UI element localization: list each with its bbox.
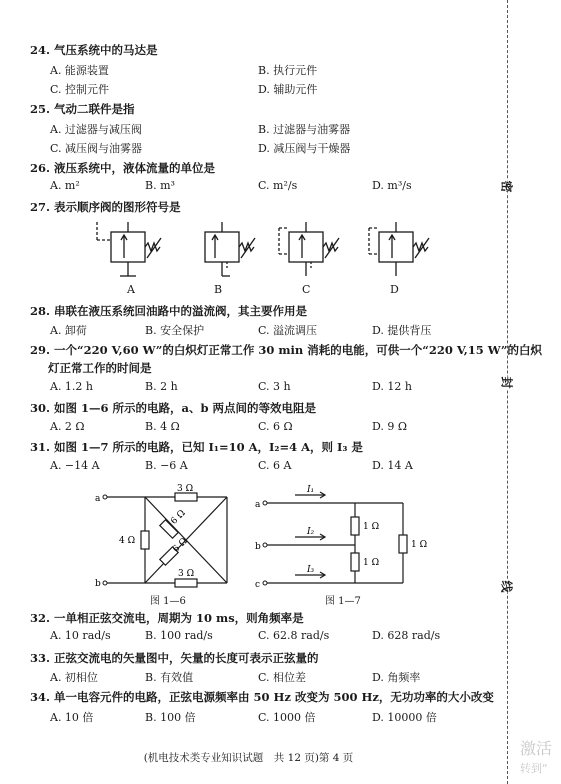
valve-symbol-d (369, 222, 429, 276)
option: B. 安全保护 (145, 324, 205, 337)
question-29-continued: 灯正常工作的时间是 (48, 361, 152, 375)
option: A. 10 rad/s (50, 629, 111, 642)
node-c: c (255, 580, 261, 590)
option: C. 溢流调压 (258, 324, 318, 337)
option: C. 控制元件 (50, 83, 110, 96)
option-label-b: B (214, 283, 223, 296)
option: C. 6 Ω (258, 420, 293, 433)
margin-char-feng: 封 (497, 376, 518, 388)
option: B. 有效值 (145, 671, 194, 684)
option: B. m³ (145, 179, 175, 192)
node-a: a (255, 500, 261, 510)
figure-1-7-caption: 图 1—7 (325, 596, 361, 607)
option: A. 卸荷 (50, 324, 87, 337)
option-label-d: D (390, 283, 399, 296)
watermark-line2: 转到“ (520, 762, 548, 775)
option: B. 100 rad/s (145, 629, 213, 642)
option: C. 62.8 rad/s (258, 629, 330, 642)
node-a: a (95, 494, 101, 504)
r2-label: 1 Ω (363, 558, 380, 568)
question-27: 27. 表示顺序阀的图形符号是 (30, 200, 181, 214)
page-footer: (机电技术类专业知识试题 共 12 页)第 4 页 (143, 752, 354, 764)
option: B. 过滤器与油雾器 (258, 123, 351, 136)
r-top-label: 3 Ω (177, 484, 194, 494)
question-32: 32. 一单相正弦交流电，周期为 10 ms，则角频率是 (30, 611, 304, 625)
r-left-label: 4 Ω (119, 536, 136, 546)
valve-symbol-b (205, 222, 255, 276)
option-label-c: C (302, 283, 311, 296)
question-25: 25. 气动二联件是指 (30, 102, 135, 116)
r-bottom-label: 3 Ω (178, 569, 195, 579)
binding-margin (497, 0, 561, 784)
current-i1-label: I₁ (307, 485, 315, 495)
current-i2-label: I₂ (307, 527, 315, 537)
option: C. m²/s (258, 179, 298, 192)
r1-label: 1 Ω (363, 522, 380, 532)
option: D. m³/s (372, 179, 412, 192)
option: D. 辅助元件 (258, 83, 318, 96)
node-b: b (255, 542, 261, 552)
valve-symbols-figure (95, 218, 435, 296)
r-diag1-label: 6 Ω (169, 508, 188, 527)
seal-line (507, 0, 508, 784)
node-b: b (95, 579, 101, 589)
option: A. 能源装置 (50, 64, 109, 77)
question-30: 30. 如图 1—6 所示的电路，a、b 两点间的等效电阻是 (30, 401, 317, 415)
question-26: 26. 液压系统中，液体流量的单位是 (30, 161, 216, 175)
margin-char-xian: 线 (497, 580, 518, 592)
option: A. 10 倍 (50, 711, 94, 724)
option: A. 过滤器与减压阀 (50, 123, 142, 136)
margin-char-mi: 密 (497, 180, 518, 192)
question-33: 33. 正弦交流电的矢量图中，矢量的长度可表示正弦量的 (30, 651, 319, 665)
question-34: 34. 单一电容元件的电路，正弦电源频率由 50 Hz 改变为 500 Hz，无功功率的大小改变 (30, 690, 494, 704)
current-i3-label: I₃ (307, 565, 315, 575)
r3-label: 1 Ω (411, 540, 428, 550)
option: B. 4 Ω (145, 420, 180, 433)
option: A. m² (50, 179, 80, 192)
option: D. 减压阀与干燥器 (258, 142, 351, 155)
figure-1-7-circuit (255, 483, 428, 590)
option: D. 提供背压 (372, 324, 432, 337)
option: C. 1000 倍 (258, 711, 316, 724)
figure-1-6-circuit (95, 483, 255, 589)
r-diag2-label: 6 Ω (171, 536, 190, 555)
option: C. 3 h (258, 380, 291, 393)
option: A. 初相位 (50, 671, 98, 684)
option: C. 减压阀与油雾器 (50, 142, 143, 155)
option: C. 6 A (258, 459, 292, 472)
option: A. −14 A (50, 459, 100, 472)
question-28: 28. 串联在液压系统回油路中的溢流阀，其主要作用是 (30, 304, 308, 318)
option: D. 角频率 (372, 671, 421, 684)
option: C. 相位差 (258, 671, 307, 684)
option: B. 执行元件 (258, 64, 318, 77)
figure-1-6-caption: 图 1—6 (150, 596, 186, 607)
question-24: 24. 气压系统中的马达是 (30, 43, 158, 57)
option: D. 14 A (372, 459, 413, 472)
option: B. −6 A (145, 459, 188, 472)
option: D. 9 Ω (372, 420, 408, 433)
question-29: 29. 一个“220 V,60 W”的白炽灯正常工作 30 min 消耗的电能，可供一个“220 V,15 W”的白炽 (30, 343, 543, 357)
valve-symbol-a (97, 222, 161, 276)
option: D. 12 h (372, 380, 412, 393)
option: D. 10000 倍 (372, 711, 437, 724)
option: D. 628 rad/s (372, 629, 441, 642)
option: B. 2 h (145, 380, 178, 393)
option-label-a: A (127, 283, 135, 296)
valve-symbol-c (279, 222, 339, 276)
option: A. 2 Ω (50, 420, 85, 433)
option: A. 1.2 h (50, 380, 94, 393)
question-31: 31. 如图 1—7 所示的电路，已知 I₁=10 A，I₂=4 A，则 I₃ 是 (30, 440, 363, 454)
watermark-line1: 激活 (520, 739, 553, 758)
option: B. 100 倍 (145, 711, 196, 724)
